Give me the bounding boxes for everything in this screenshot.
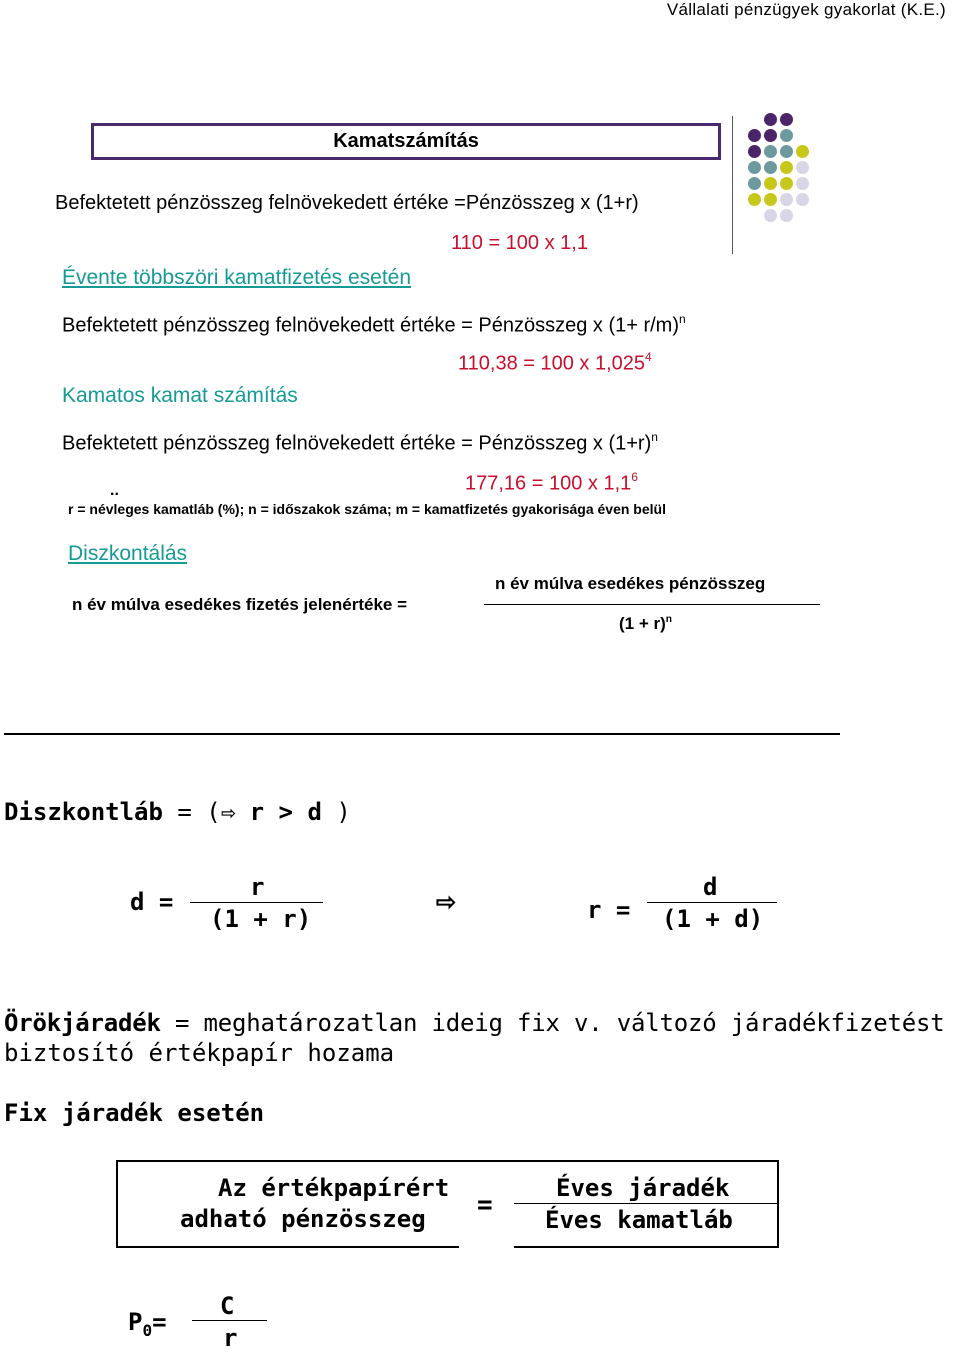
r-formula-lhs: r = (587, 896, 631, 924)
decor-dot (780, 113, 793, 126)
decor-dot (764, 177, 777, 190)
box-left-line2: adható pénzösszeg (180, 1205, 426, 1233)
decor-dot (796, 161, 809, 174)
discounting-heading: Diszkontálás (68, 542, 188, 565)
decor-dot (780, 129, 793, 142)
multiple-payments-heading: Évente többszöri kamatfizetés esetén (62, 266, 412, 289)
perpetuity-definition: Örökjáradék = meghatározatlan ideig fix v. változó járadékfizetést (4, 1009, 945, 1037)
decor-dot (764, 113, 777, 126)
multiple-payments-example: 110,38 = 100 x 1,025$^4$ (458, 350, 652, 375)
box-equals: = (477, 1190, 493, 1220)
decor-dot (780, 193, 793, 206)
compound-interest-example: 177,16 = 100 x $1,1^6$ (465, 470, 638, 495)
page-title: Kamatszámítás (333, 130, 479, 152)
decor-dot (796, 193, 809, 206)
decor-dot (764, 193, 777, 206)
decor-dot (796, 177, 809, 190)
box-fraction-line (514, 1203, 778, 1204)
perpetuity-definition-line2: biztosító értékpapír hozama (4, 1039, 395, 1067)
simple-interest-formula: Befektetett pénzösszeg felnövekedett értéke =Pénzösszeg x (1+r) (55, 192, 639, 214)
decor-dot (764, 129, 777, 142)
decor-dot-grid (748, 113, 832, 237)
decor-dot (780, 209, 793, 222)
present-value-numerator: n év múlva esedékes pénzösszeg (495, 574, 766, 593)
decor-dot (748, 129, 761, 142)
decor-dot (748, 145, 761, 158)
box-left-line1: Az értékpapírért (218, 1174, 450, 1202)
decor-dot (796, 145, 809, 158)
decor-dot (764, 145, 777, 158)
fixed-annuity-heading: Fix járadék esetén (4, 1099, 265, 1127)
box-gap (459, 1246, 514, 1250)
decor-dot (780, 145, 793, 158)
decor-dot (780, 161, 793, 174)
decor-dot (764, 209, 777, 222)
simple-interest-example: 110 = 100 x 1,1 (451, 232, 588, 254)
box-denominator: Éves kamatláb (545, 1206, 733, 1234)
r-formula-denominator: (1 + d) (662, 905, 764, 933)
arrow-icon: ⇨ (220, 798, 236, 826)
p0-lhs: $P_0=$ (128, 1308, 167, 1340)
present-value-denominator: $(1 + r)^n$ (619, 614, 673, 634)
compound-interest-heading: Kamatos kamat számítás (62, 384, 298, 407)
arrow-icon: ⇨ (436, 889, 457, 916)
discount-rate-line: Diszkontláb = (⇨ r > d ) (4, 798, 351, 826)
decor-dot (748, 161, 761, 174)
title-box (91, 123, 721, 160)
multiple-payments-formula: Befektetett pénzösszeg felnövekedett értéke = Pénzösszeg x $(1+ r/m)^n$ (62, 312, 686, 337)
p0-denominator: r (223, 1324, 238, 1352)
d-formula-numerator: r (250, 873, 265, 901)
present-value-label: n év múlva esedékes fizetés jelenértéke = (72, 595, 408, 614)
r-formula-fraction-line (647, 902, 777, 903)
stray-dots: .. (110, 482, 119, 499)
box-numerator: Éves járadék (556, 1174, 730, 1202)
p0-fraction-line (192, 1320, 267, 1321)
d-formula-denominator: (1 + r) (210, 905, 312, 933)
p0-numerator: C (220, 1292, 235, 1320)
decor-divider (732, 116, 733, 254)
decor-dot (748, 177, 761, 190)
decor-dot (780, 177, 793, 190)
compound-interest-formula: Befektetett pénzösszeg felnövekedett értéke = Pénzösszeg x $(1+r)^n$ (62, 430, 658, 455)
section-divider (4, 733, 840, 735)
variable-definitions: r = névleges kamatláb (%); n = időszakok száma; m = kamatfizetés gyakorisága éven belül (68, 501, 666, 517)
page-header: Vállalati pénzügyek gyakorlat (K.E.) (666, 0, 946, 19)
d-formula-lhs: d = (130, 888, 174, 916)
present-value-fraction-line (484, 604, 820, 605)
decor-dot (748, 193, 761, 206)
r-formula-numerator: d (703, 873, 718, 901)
decor-dot (764, 161, 777, 174)
d-formula-fraction-line (190, 902, 323, 903)
